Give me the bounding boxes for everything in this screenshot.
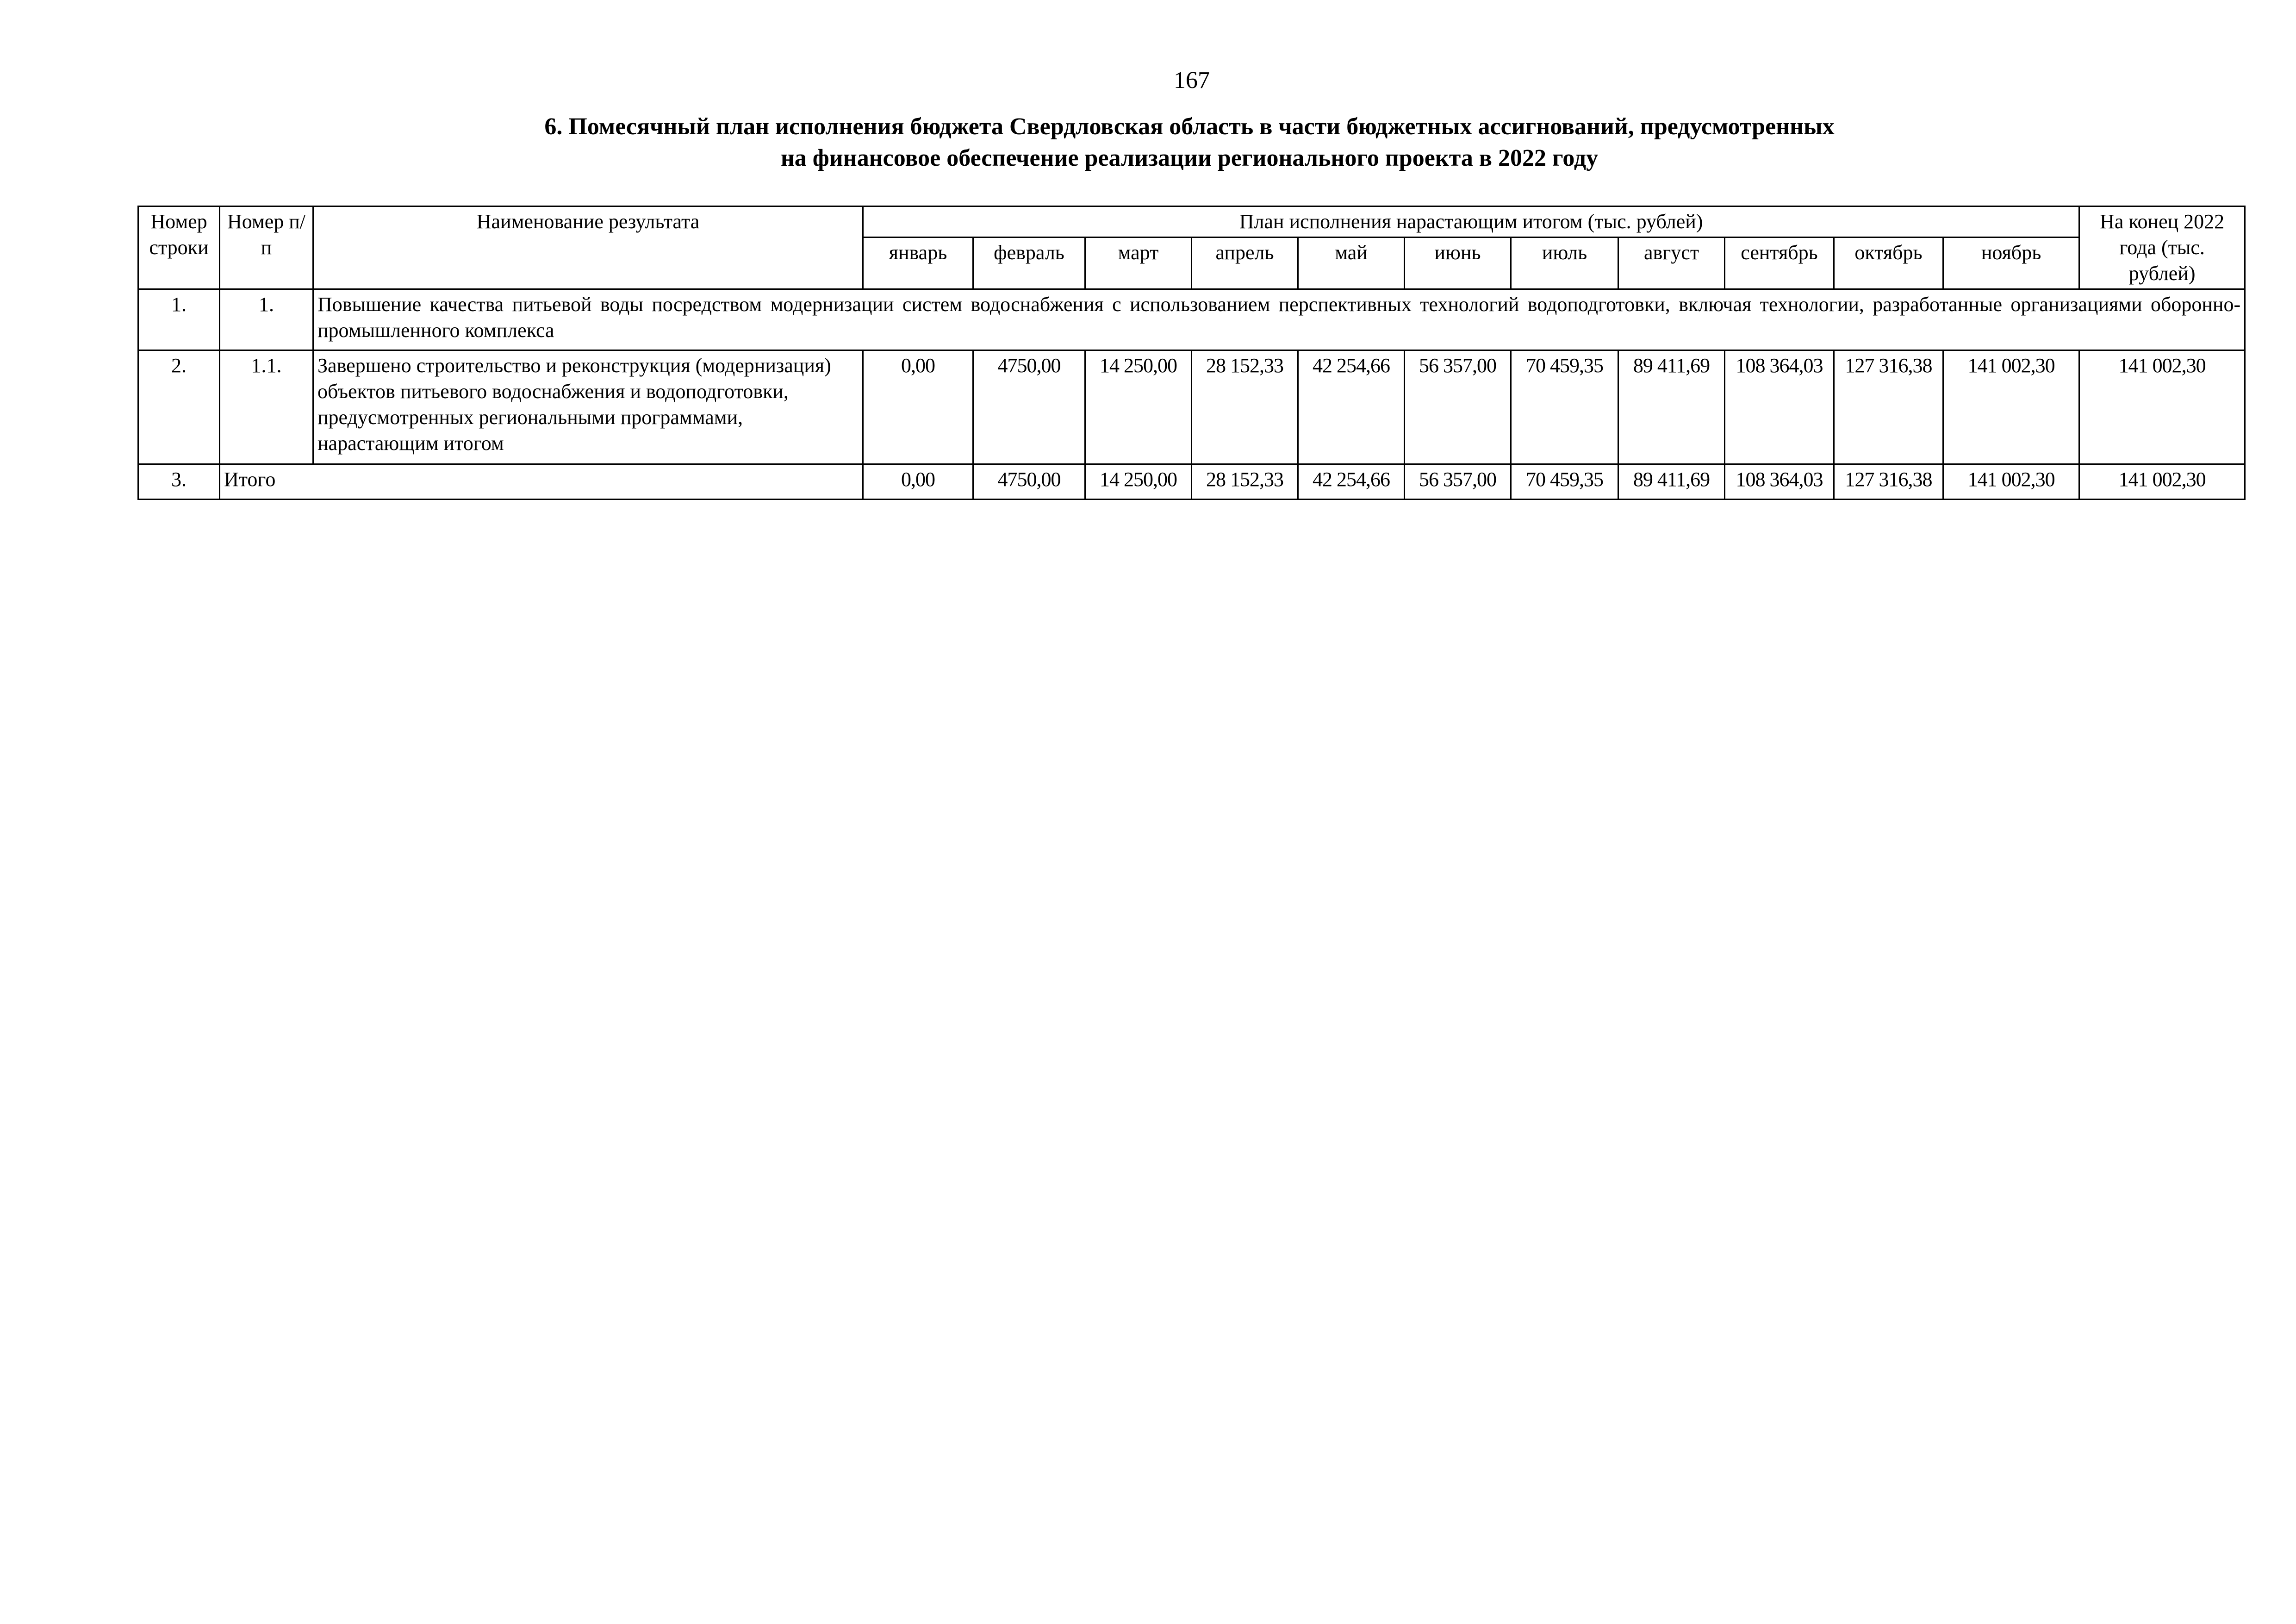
table-row: [138, 350, 2245, 464]
row-number: 2.: [138, 350, 220, 464]
result-name: Завершено строительство и реконструкция (модернизация) объектов питьевого водоснабжения и водоподготовки, предусмотренных региональными программами, нарастающим итогом: [313, 350, 863, 464]
total-sep: 108 364,03: [1725, 464, 1834, 500]
table-row: [138, 289, 2245, 350]
value-feb: 4750,00: [973, 350, 1085, 464]
header-month-aug: август: [1618, 237, 1725, 289]
header-year-end: На конец 2022 года (тыс. рублей): [2079, 206, 2245, 289]
result-name: Повышение качества питьевой воды посредством модернизации систем водоснабжения с использованием перспективных технологий водоподготовки, включая технологии, разработанные организациями оборонно-промышленного комплекса: [313, 289, 2245, 350]
total-apr: 28 152,33: [1192, 464, 1298, 500]
total-jan: 0,00: [863, 464, 973, 500]
total-feb: 4750,00: [973, 464, 1085, 500]
total-mar: 14 250,00: [1085, 464, 1192, 500]
total-jul: 70 459,35: [1511, 464, 1618, 500]
item-number: 1.1.: [220, 350, 313, 464]
header-month-oct: октябрь: [1834, 237, 1943, 289]
header-month-may: май: [1298, 237, 1405, 289]
value-oct: 127 316,38: [1834, 350, 1943, 464]
page-number: 167: [1174, 67, 1210, 94]
value-jan: 0,00: [863, 350, 973, 464]
row-number: 3.: [138, 464, 220, 500]
header-plan-group: План исполнения нарастающим итогом (тыс. рублей): [863, 206, 2079, 237]
total-label: Итого: [220, 464, 863, 500]
value-mar: 14 250,00: [1085, 350, 1192, 464]
title-line-2: на финансовое обеспечение реализации регионального проекта в 2022 году: [780, 145, 1599, 171]
header-month-jul: июль: [1511, 237, 1618, 289]
value-aug: 89 411,69: [1618, 350, 1725, 464]
total-may: 42 254,66: [1298, 464, 1405, 500]
value-nov: 141 002,30: [1943, 350, 2079, 464]
header-month-jun: июнь: [1405, 237, 1511, 289]
total-oct: 127 316,38: [1834, 464, 1943, 500]
value-apr: 28 152,33: [1192, 350, 1298, 464]
header-month-nov: ноябрь: [1943, 237, 2079, 289]
total-year-end: 141 002,30: [2079, 464, 2245, 500]
table-row-total: [138, 464, 2245, 500]
header-row-number: Номер строки: [138, 206, 220, 289]
value-year-end: 141 002,30: [2079, 350, 2245, 464]
item-number: 1.: [220, 289, 313, 350]
value-jul: 70 459,35: [1511, 350, 1618, 464]
header-item-number: Номер п/п: [220, 206, 313, 289]
value-jun: 56 357,00: [1405, 350, 1511, 464]
value-may: 42 254,66: [1298, 350, 1405, 464]
header-result-name: Наименование результата: [313, 206, 863, 289]
total-nov: 141 002,30: [1943, 464, 2079, 500]
total-aug: 89 411,69: [1618, 464, 1725, 500]
header-month-apr: апрель: [1192, 237, 1298, 289]
total-jun: 56 357,00: [1405, 464, 1511, 500]
document-title: [324, 111, 2055, 174]
value-sep: 108 364,03: [1725, 350, 1834, 464]
header-month-sep: сентябрь: [1725, 237, 1834, 289]
title-line-1: 6. Помесячный план исполнения бюджета Свердловская область в части бюджетных ассигнований, предусмотренных: [544, 113, 1835, 140]
budget-plan-table: [137, 206, 2246, 500]
row-number: 1.: [138, 289, 220, 350]
header-month-feb: февраль: [973, 237, 1085, 289]
header-month-mar: март: [1085, 237, 1192, 289]
header-month-jan: январь: [863, 237, 973, 289]
